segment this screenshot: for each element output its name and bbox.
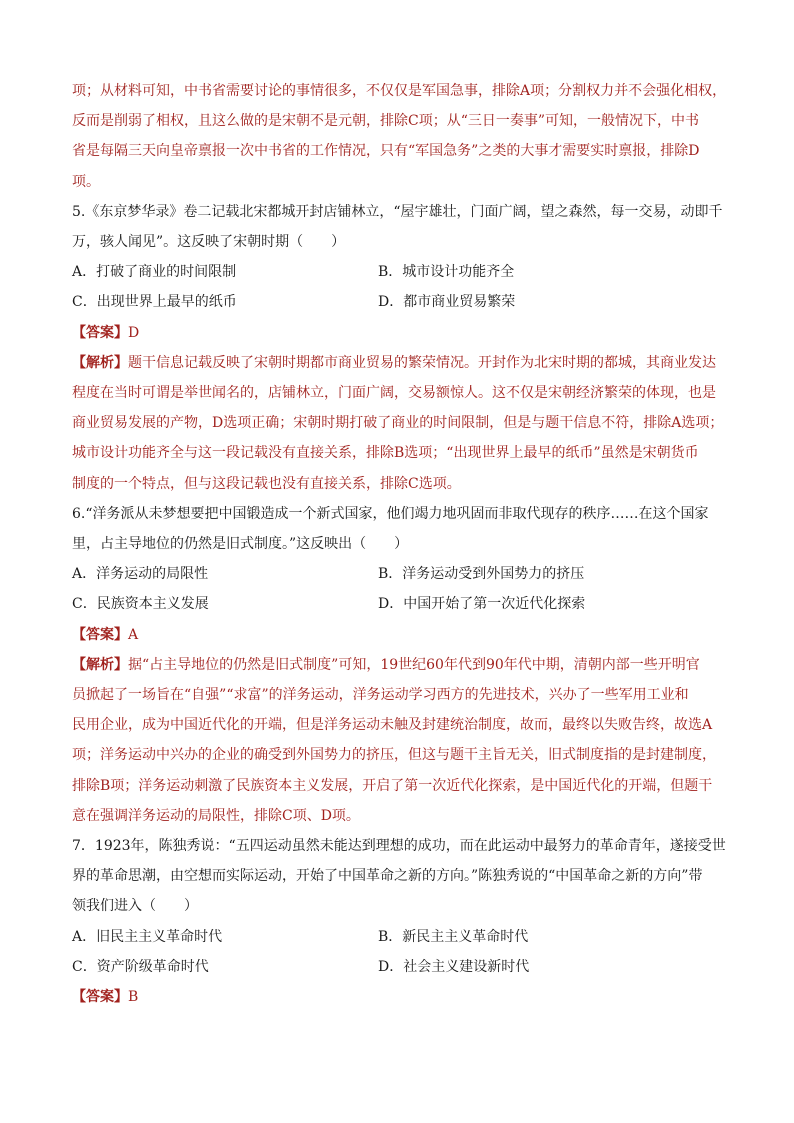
analysis-line: 员掀起了一场旨在“自强”“求富”的洋务运动，洋务运动学习西方的先进技术，兴办了一些军用工业和 xyxy=(72,687,689,703)
options-row xyxy=(72,922,724,952)
question-6 xyxy=(72,499,724,831)
answer-value: D xyxy=(128,324,140,341)
options-row xyxy=(72,287,724,317)
previous-analysis xyxy=(72,76,727,197)
analysis-line: 项；从材料可知，中书省需要讨论的事情很多，不仅仅是军国急事，排除A项；分割权力并不会强化相权， xyxy=(72,83,727,99)
page-content xyxy=(72,76,727,1012)
question-7 xyxy=(72,831,724,1012)
question-stem-line: 5.《东京梦华录》卷二记载北宋都城开封店铺林立，“屋宇雄壮，门面广阔，望之森然，每一交易，动即千 xyxy=(72,203,723,220)
analysis-line: 排除B项；洋务运动刺激了民族资本主义发展，开启了第一次近代化探索，是中国近代化的开端，但题干 xyxy=(72,777,713,794)
answer-line xyxy=(72,318,724,348)
question-stem-line: 领我们进入（ ） xyxy=(72,898,198,915)
answer-value: A xyxy=(128,626,139,643)
option-b: B．新民主主义革命时代 xyxy=(378,928,529,945)
option-d: D．都市商业贸易繁荣 xyxy=(378,294,516,311)
options-row xyxy=(72,589,724,619)
analysis-text: 据“占主导地位的仍然是旧式制度”可知，19世纪60年代到90年代中期，清朝内部一些开明官 xyxy=(128,656,700,673)
analysis-line: 制度的一个特点，但与这段记载也没有直接关系，排除C选项。 xyxy=(72,475,461,492)
question-stem-line: 界的革命思潮，由空想而实际运动，开始了中国革命之新的方向。”陈独秀说的“中国革命之新的方向”带 xyxy=(72,868,703,885)
analysis-line: 商业贸易发展的产物，D选项正确；宋朝时期打破了商业的时间限制，但是与题干信息不符，排除A选项； xyxy=(72,415,724,432)
analysis-text: 题干信息记载反映了宋朝时期都市商业贸易的繁荣情况。开封作为北宋时期的都城，其商业发达 xyxy=(128,354,716,371)
option-a: A．打破了商业的时间限制 xyxy=(72,264,237,281)
analysis-line: 项；洋务运动中兴办的企业的确受到外国势力的挤压，但这与题干主旨无关，旧式制度指的是封建制度， xyxy=(72,747,716,764)
question-stem-line: 6.“洋务派从未梦想要把中国锻造成一个新式国家，他们竭力地巩固而非取代现存的秩序……在这个国家 xyxy=(72,505,709,522)
option-c: C．资产阶级革命时代 xyxy=(72,958,209,975)
analysis-line: 意在强调洋务运动的局限性，排除C项、D项。 xyxy=(72,807,360,824)
analysis-tag: 【解析】 xyxy=(72,656,128,673)
options-row xyxy=(72,559,724,589)
analysis-tag: 【解析】 xyxy=(72,354,128,371)
option-c: C．民族资本主义发展 xyxy=(72,596,209,613)
option-d: D．中国开始了第一次近代化探索 xyxy=(378,596,586,613)
option-b: B．洋务运动受到外国势力的挤压 xyxy=(378,566,585,583)
analysis-line: 反而是削弱了相权，且这么做的是宋朝不是元朝，排除C项；从“三日一奏事”可知，一般情况下，中书 xyxy=(72,113,700,130)
answer-line xyxy=(72,620,724,650)
option-c: C．出现世界上最早的纸币 xyxy=(72,294,237,311)
option-d: D．社会主义建设新时代 xyxy=(378,958,530,975)
options-row xyxy=(72,257,724,287)
option-a: A．洋务运动的局限性 xyxy=(72,566,209,583)
analysis-line xyxy=(72,348,724,378)
question-stem-line: 7．1923年，陈独秀说：“五四运动虽然未能达到理想的成功，而在此运动中最努力的革命青年，遂接受世 xyxy=(72,838,726,855)
option-a: A．旧民主主义革命时代 xyxy=(72,928,223,945)
answer-tag: 【答案】 xyxy=(72,324,128,341)
analysis-line: 民用企业，成为中国近代化的开端，但是洋务运动未触及封建统治制度，故而，最终以失败告终，故选A xyxy=(72,717,713,734)
question-stem-line: 万，骇人闻见”。这反映了宋朝时期（ ） xyxy=(72,234,346,251)
answer-tag: 【答案】 xyxy=(72,626,128,643)
question-stem-line: 里，占主导地位的仍然是旧式制度。”这反映出（ ） xyxy=(72,536,409,553)
analysis-line xyxy=(72,650,724,680)
option-b: B．城市设计功能齐全 xyxy=(378,264,515,281)
question-5 xyxy=(72,197,724,499)
analysis-line: 项。 xyxy=(72,173,100,190)
analysis-line: 省是每隔三天向皇帝禀报一次中书省的工作情况，只有“军国急务”之类的大事才需要实时禀报，排除D xyxy=(72,143,700,160)
answer-line xyxy=(72,982,724,1012)
answer-value: B xyxy=(128,989,139,1005)
answer-tag: 【答案】 xyxy=(72,989,128,1005)
options-row xyxy=(72,952,724,982)
analysis-line: 城市设计功能齐全与这一段记载没有直接关系，排除B选项；“出现世界上最早的纸币”虽然是宋朝货币 xyxy=(72,445,699,462)
analysis-line: 程度在当时可谓是举世闻名的，店铺林立，门面广阔，交易额惊人。这不仅是宋朝经济繁荣的体现，也是 xyxy=(72,385,716,401)
